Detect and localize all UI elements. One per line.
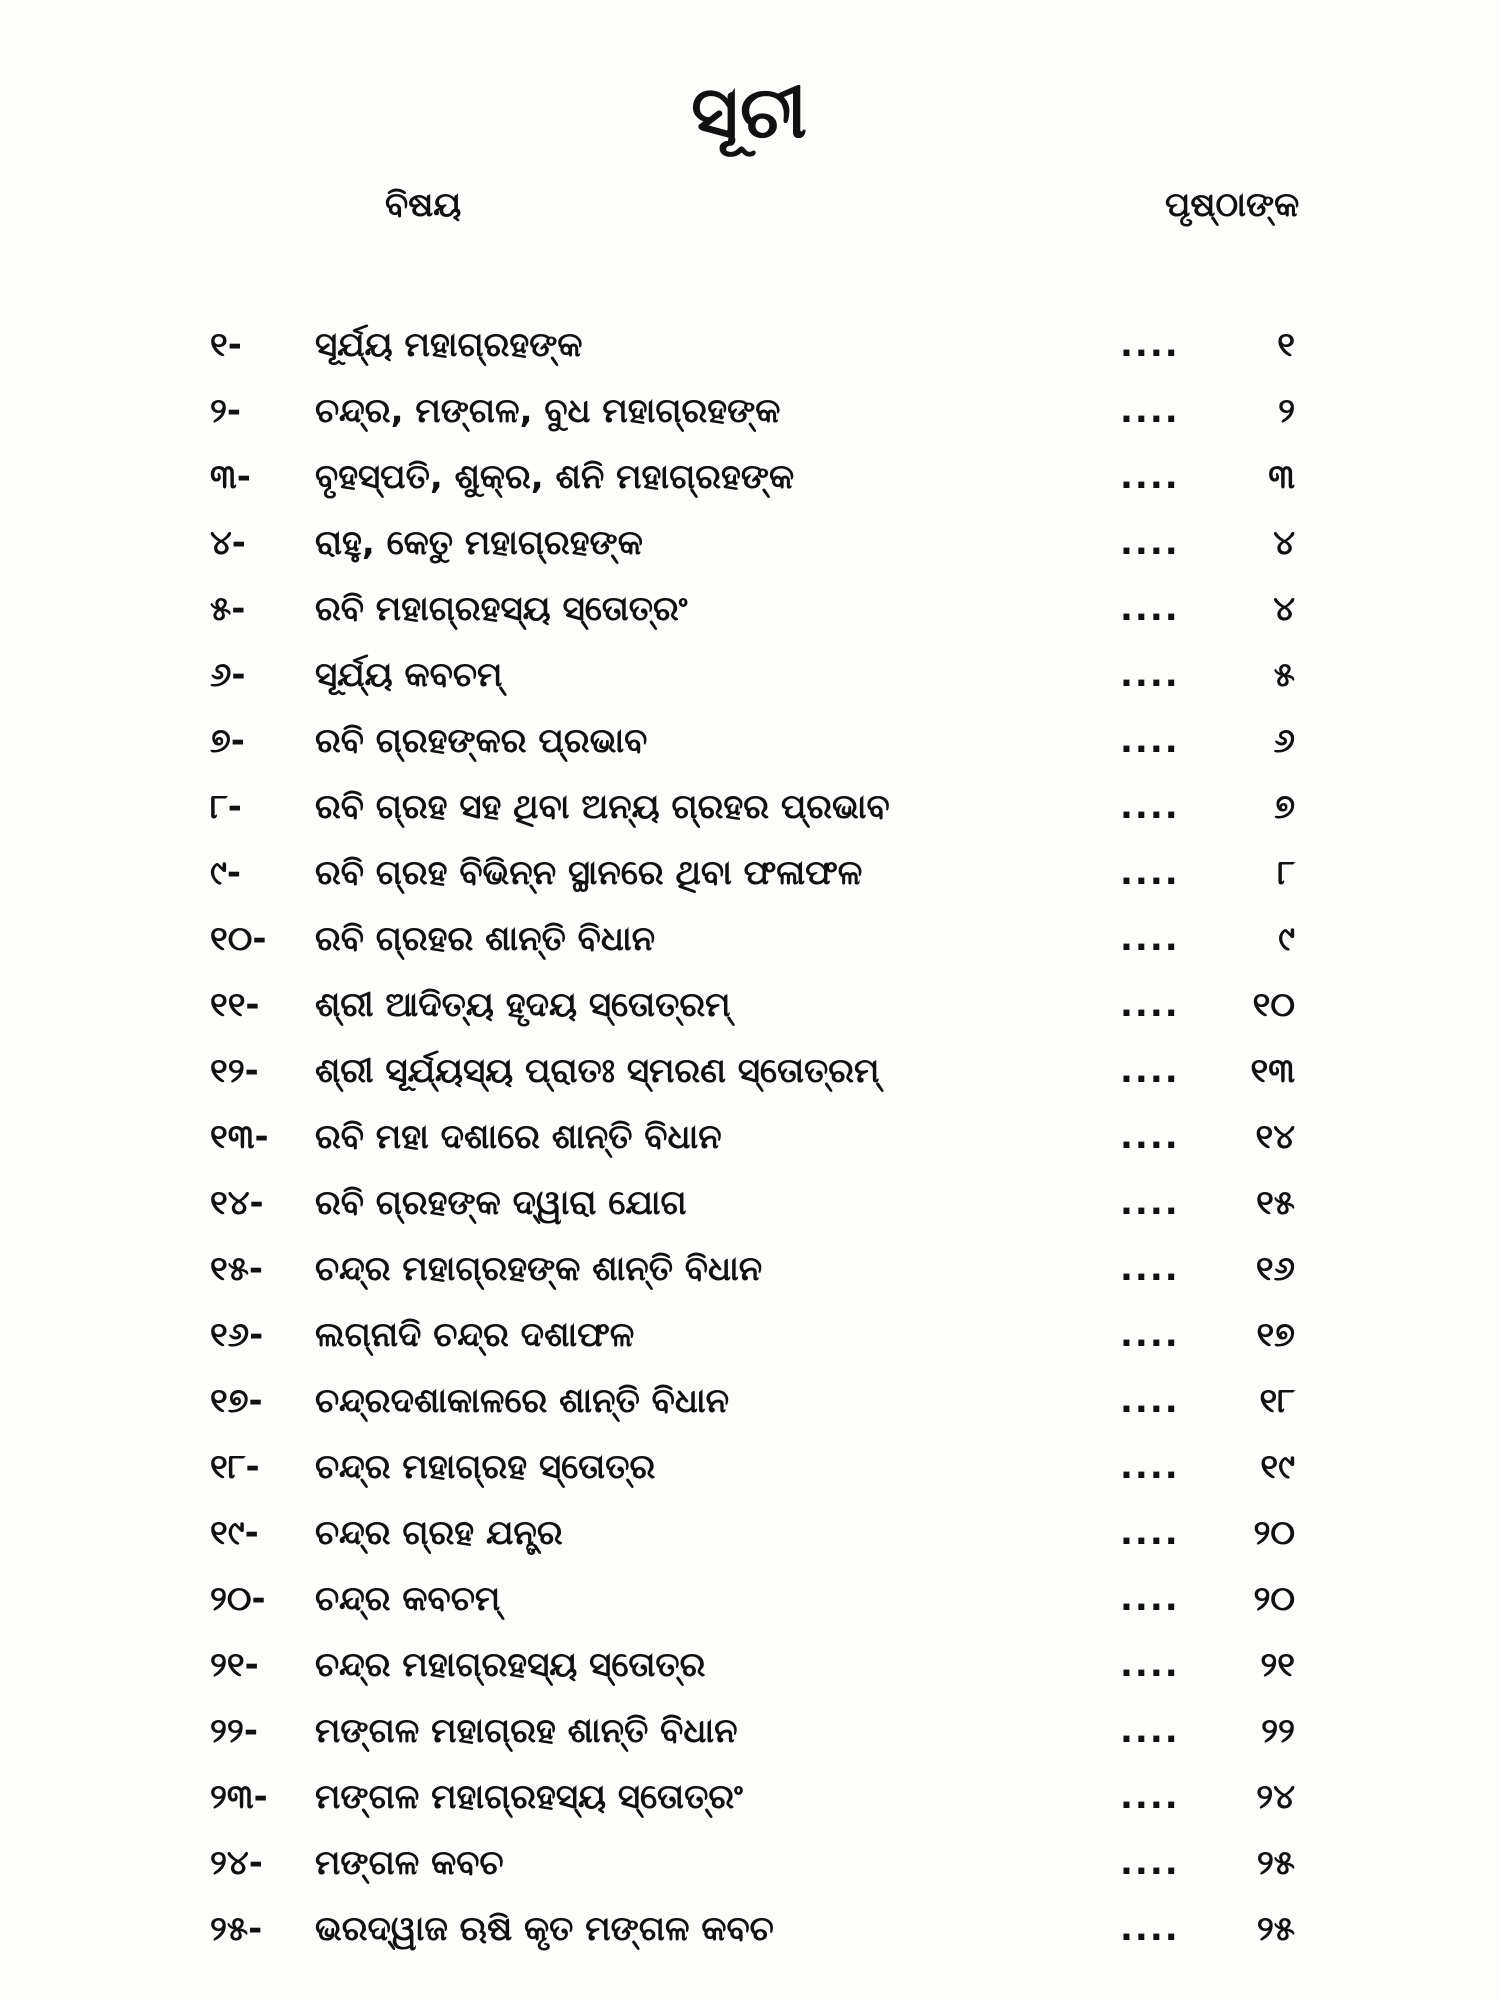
entry-topic: ରବି ଗ୍ରହଙ୍କର ପ୍ରଭାବ [315,721,648,761]
entry-number: ୧- [210,325,242,365]
leader-dots: .... [1120,1249,1180,1289]
entry-page-number: ୪ [1273,589,1295,629]
toc-row [0,510,1500,576]
toc-row [0,1698,1500,1764]
entry-page-number: ୧୬ [1255,1249,1295,1289]
leader-dots: .... [1120,1315,1180,1355]
entry-number: ୨୪- [210,1843,263,1883]
entry-topic: ମଙ୍ଗଳ କବଚ [315,1843,504,1883]
leader-dots: .... [1120,1645,1180,1685]
entry-page-number: ୨୫ [1256,1909,1295,1949]
entry-topic: ମଙ୍ଗଳ ମହାଗ୍ରହସ୍ୟ ସ୍ତୋତ୍ରଂ [315,1777,743,1817]
entry-number: ୬- [210,655,246,695]
leader-dots: .... [1120,1381,1180,1421]
entry-topic: ଭରଦ୍ୱାଜ ଋଷି କୃତ ମଙ୍ଗଳ କବଚ [315,1909,774,1949]
toc-row [0,1434,1500,1500]
entry-number: ୨୦- [210,1579,266,1619]
leader-dots: .... [1120,1183,1180,1223]
entry-page-number: ୧୭ [1256,1315,1295,1355]
toc-row [0,1368,1500,1434]
leader-dots: .... [1120,1909,1180,1949]
entry-number: ୪- [210,523,246,563]
page-title: ସୂଚୀ [691,70,809,154]
toc-row [0,444,1500,510]
toc-row [0,378,1500,444]
entry-topic: ରବି ଗ୍ରହଙ୍କ ଦ୍ୱାରା ଯୋଗ [315,1183,687,1223]
entry-page-number: ୮ [1277,853,1295,893]
entry-topic: ରବି ମହାଗ୍ରହସ୍ୟ ସ୍ତୋତ୍ରଂ [315,589,688,629]
toc-row [0,642,1500,708]
leader-dots: .... [1120,787,1180,827]
toc-row [0,576,1500,642]
entry-number: ୧୩- [210,1117,269,1157]
entry-number: ୧୯- [210,1513,259,1553]
entry-topic: ଚନ୍ଦ୍ର ମହାଗ୍ରହଙ୍କ ଶାନ୍ତି ବିଧାନ [315,1249,763,1289]
entry-topic: ଚନ୍ଦ୍ର କବଚମ୍ [315,1579,501,1619]
toc-row [0,1170,1500,1236]
leader-dots: .... [1120,589,1180,629]
subject-column-header: ବିଷୟ [385,185,462,225]
entry-number: ୨୩- [210,1777,268,1817]
toc-row [0,1104,1500,1170]
entry-page-number: ୨୦ [1253,1579,1295,1619]
entry-page-number: ୨୪ [1256,1777,1295,1817]
leader-dots: .... [1120,1447,1180,1487]
entry-number: ୧୫- [210,1249,264,1289]
toc-row [0,906,1500,972]
toc-row [0,708,1500,774]
toc-row [0,1302,1500,1368]
entry-page-number: ୩ [1268,457,1295,497]
leader-dots: .... [1120,1051,1180,1091]
leader-dots: .... [1120,391,1180,431]
toc-row [0,840,1500,906]
entry-number: ୩- [210,457,251,497]
leader-dots: .... [1120,523,1180,563]
entry-topic: ଚନ୍ଦ୍ର ଗ୍ରହ ଯନ୍ତ୍ର [315,1513,563,1553]
entry-page-number: ୯ [1278,919,1295,959]
entry-topic: ଚନ୍ଦ୍ରଦଶାକାଳରେ ଶାନ୍ତି ବିଧାନ [315,1381,730,1421]
entry-page-number: ୭ [1274,787,1295,827]
entry-number: ୧୦- [210,919,267,959]
entry-topic: ରବି ଗ୍ରହ ବିଭିନ୍ନ ସ୍ଥାନରେ ଥିବା ଫଳାଫଳ [315,853,863,893]
entry-topic: ଚନ୍ଦ୍ର ମହାଗ୍ରହସ୍ୟ ସ୍ତୋତ୍ର [315,1645,706,1685]
entry-page-number: ୧୯ [1260,1447,1295,1487]
leader-dots: .... [1120,1711,1180,1751]
entry-number: ୧୮- [210,1447,260,1487]
entry-number: ୧୭- [210,1381,263,1421]
leader-dots: .... [1120,1579,1180,1619]
toc-row [0,1632,1500,1698]
entry-topic: ସୂର୍ଯ୍ୟ କବଚମ୍ [315,655,503,695]
entry-page-number: ୨୧ [1260,1645,1295,1685]
entry-topic: ଲଗ୍ନାଦି ଚନ୍ଦ୍ର ଦଶାଫଳ [315,1315,635,1355]
entry-number: ୭- [210,721,245,761]
entry-page-number: ୧୦ [1252,985,1295,1025]
leader-dots: .... [1120,325,1180,365]
entry-number: ୨୨- [210,1711,258,1751]
toc-row [0,1500,1500,1566]
entry-topic: ରବି ମହା ଦଶାରେ ଶାନ୍ତି ବିଧାନ [315,1117,722,1157]
leader-dots: .... [1120,655,1180,695]
entry-page-number: ୧୫ [1256,1183,1295,1223]
toc-row [0,1764,1500,1830]
entry-number: ୮- [210,787,242,827]
entry-number: ୧୧- [210,985,260,1025]
leader-dots: .... [1120,457,1180,497]
entry-topic: ଚନ୍ଦ୍ର ମହାଗ୍ରହ ସ୍ତୋତ୍ର [315,1447,656,1487]
leader-dots: .... [1120,985,1180,1025]
entry-number: ୧୪- [210,1183,264,1223]
entry-number: ୧୬- [210,1315,264,1355]
toc-row [0,1830,1500,1896]
entry-number: ୨୧- [210,1645,259,1685]
leader-dots: .... [1120,1843,1180,1883]
toc-row [0,1566,1500,1632]
entry-page-number: ୧୩ [1250,1051,1295,1091]
leader-dots: .... [1120,1777,1180,1817]
entry-page-number: ୪ [1273,523,1295,563]
entry-topic: ସୂର୍ଯ୍ୟ ମହାଗ୍ରହଙ୍କ [315,325,583,365]
entry-page-number: ୧୮ [1259,1381,1295,1421]
entry-number: ୨- [210,391,242,431]
toc-row [0,312,1500,378]
entry-page-number: ୬ [1273,721,1295,761]
entry-page-number: ୧ [1277,325,1295,365]
toc-row [0,972,1500,1038]
leader-dots: .... [1120,853,1180,893]
entry-number: ୨୫- [210,1909,263,1949]
entry-number: ୧୨- [210,1051,259,1091]
leader-dots: .... [1120,1513,1180,1553]
entry-page-number: ୫ [1273,655,1295,695]
toc-row [0,1038,1500,1104]
page-column-header: ପୃଷ୍ଠାଙ୍କ [1165,185,1300,225]
entry-page-number: ୨୫ [1256,1843,1295,1883]
entry-topic: ଶ୍ରୀ ଆଦିତ୍ୟ ହୃଦୟ ସ୍ତୋତ୍ରମ୍ [315,985,731,1025]
entry-page-number: ୨୦ [1253,1513,1295,1553]
entry-page-number: ୨୨ [1261,1711,1295,1751]
toc-row [0,774,1500,840]
entry-topic: ରବି ଗ୍ରହ ସହ ଥିବା ଅନ୍ୟ ଗ୍ରହର ପ୍ରଭାବ [315,787,890,827]
entry-number: ୫- [210,589,246,629]
entry-topic: ବୃହସ୍ପତି, ଶୁକ୍ର, ଶନି ମହାଗ୍ରହଙ୍କ [315,457,795,497]
toc-row [0,1236,1500,1302]
entry-topic: ଚନ୍ଦ୍ର, ମଙ୍ଗଳ, ବୁଧ ମହାଗ୍ରହଙ୍କ [315,391,781,431]
toc-row [0,1896,1500,1962]
entry-topic: ଶ୍ରୀ ସୂର୍ଯ୍ୟସ୍ୟ ପ୍ରାତଃ ସ୍ମରଣ ସ୍ତୋତ୍ରମ୍ [315,1051,880,1091]
entry-topic: ମଙ୍ଗଳ ମହାଗ୍ରହ ଶାନ୍ତି ବିଧାନ [315,1711,738,1751]
entry-topic: ରବି ଗ୍ରହର ଶାନ୍ତି ବିଧାନ [315,919,656,959]
leader-dots: .... [1120,1117,1180,1157]
leader-dots: .... [1120,721,1180,761]
entry-page-number: ୧୪ [1255,1117,1295,1157]
entry-page-number: ୨ [1278,391,1295,431]
leader-dots: .... [1120,919,1180,959]
entry-number: ୯- [210,853,242,893]
entry-topic: ରାହୁ, କେତୁ ମହାଗ୍ରହଙ୍କ [315,523,643,563]
